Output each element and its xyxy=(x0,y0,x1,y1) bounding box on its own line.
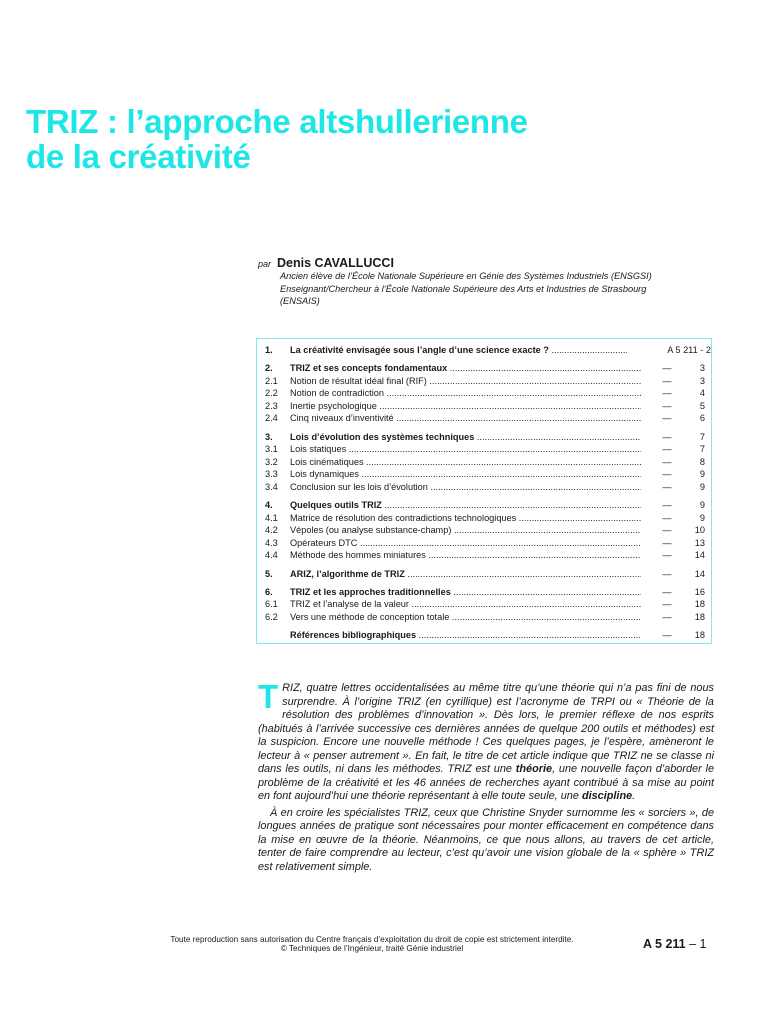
byline-par: par xyxy=(258,259,272,269)
toc-entry xyxy=(265,443,705,456)
toc-label: Lois cinématiques ..... xyxy=(290,456,641,469)
toc-number: 3. xyxy=(265,431,273,442)
toc-number: 6.2 xyxy=(265,611,278,622)
toc-entry xyxy=(265,481,705,494)
toc-label: Quelques outils TRIZ ..... xyxy=(290,499,641,512)
title-line-1: TRIZ : l’approche altshullerienne xyxy=(26,103,528,140)
toc-page: 7 xyxy=(699,444,705,455)
toc-ref: — xyxy=(662,363,672,374)
toc-number: 4.1 xyxy=(265,512,278,523)
toc-page: 18 xyxy=(694,629,705,640)
toc-ref: — xyxy=(662,586,672,597)
toc-page: 3 xyxy=(699,363,705,374)
toc-page: 9 xyxy=(699,512,705,523)
toc-label: Vers une méthode de conception totale ..... xyxy=(290,611,641,624)
toc-page: 6 xyxy=(699,413,705,424)
toc-entry xyxy=(265,468,705,481)
toc-entry xyxy=(265,375,705,388)
toc-page: 9 xyxy=(699,500,705,511)
toc-label: TRIZ et ses concepts fondamentaux ..... xyxy=(290,362,641,375)
toc-page: 16 xyxy=(694,586,705,597)
toc-ref: — xyxy=(662,413,672,424)
toc-page: 3 xyxy=(699,375,705,386)
toc-entry xyxy=(265,586,705,599)
toc-entry xyxy=(265,611,705,624)
toc-page: 5 xyxy=(699,400,705,411)
toc-entry xyxy=(265,524,705,537)
table-of-contents xyxy=(256,338,712,644)
author-name: Denis CAVALLUCCI xyxy=(277,256,394,270)
toc-ref: — xyxy=(662,375,672,386)
toc-label: Notion de résultat idéal final (RIF) ..... xyxy=(290,375,641,388)
toc-label: Lois statiques ..... xyxy=(290,443,641,456)
toc-label: Lois dynamiques ..... xyxy=(290,468,641,481)
toc-entry xyxy=(265,629,705,642)
toc-ref: — xyxy=(662,481,672,492)
page-reference xyxy=(643,937,707,951)
toc-ref: — xyxy=(662,456,672,467)
toc-ref: — xyxy=(662,500,672,511)
toc-entry xyxy=(265,456,705,469)
toc-ref: A 5 211 - 2 xyxy=(667,345,711,355)
toc-label: Matrice de résolution des contradictions technologiques ..... xyxy=(290,512,641,525)
toc-entry xyxy=(265,537,705,550)
toc-number: 4. xyxy=(265,500,273,511)
copyright-notice: Toute reproduction sans autorisation du Centre français d’exploitation du droit de copie est strictement interdite. © Techniques de l’Ingénieur, traité Génie industriel xyxy=(170,935,574,954)
toc-label: Méthode des hommes miniatures ..... xyxy=(290,549,641,562)
toc-number: 3.3 xyxy=(265,469,278,480)
toc-label: Vépoles (ou analyse substance-champ) ..... xyxy=(290,524,641,537)
article-code: A 5 211 xyxy=(643,937,686,951)
toc-number: 5. xyxy=(265,568,273,579)
toc-page: 9 xyxy=(699,469,705,480)
toc-number: 2. xyxy=(265,363,273,374)
toc-entry xyxy=(265,598,705,611)
toc-label: La créativité envisagée sous l’angle d’une science exacte ? ..... xyxy=(290,344,627,357)
toc-entry xyxy=(265,512,705,525)
toc-label: Cinq niveaux d’inventivité ..... xyxy=(290,412,641,425)
toc-page: 18 xyxy=(694,599,705,610)
toc-ref: — xyxy=(662,400,672,411)
toc-page: 7 xyxy=(699,431,705,442)
toc-label: Opérateurs DTC ..... xyxy=(290,537,641,550)
toc-ref: — xyxy=(662,469,672,480)
toc-entry xyxy=(265,362,705,375)
toc-ref: — xyxy=(662,537,672,548)
toc-number: 4.3 xyxy=(265,537,278,548)
byline xyxy=(258,256,394,270)
toc-label: TRIZ et les approches traditionnelles ..... xyxy=(290,586,641,599)
toc-ref: — xyxy=(662,431,672,442)
toc-page: 14 xyxy=(694,550,705,561)
toc-entry xyxy=(265,344,711,357)
toc-entry xyxy=(265,400,705,413)
toc-number: 3.4 xyxy=(265,481,278,492)
toc-entry xyxy=(265,412,705,425)
toc-ref: — xyxy=(662,611,672,622)
toc-number: 4.2 xyxy=(265,525,278,536)
toc-entry xyxy=(265,568,705,581)
toc-label: Références bibliographiques ..... xyxy=(290,629,641,642)
affiliation-line: (ENSAIS) xyxy=(280,296,320,306)
toc-page: 18 xyxy=(694,611,705,622)
toc-number: 2.1 xyxy=(265,375,278,386)
toc-page: 10 xyxy=(694,525,705,536)
emphasis-discipline: discipline xyxy=(581,790,633,802)
toc-ref: — xyxy=(662,444,672,455)
toc-label: Lois d’évolution des systèmes techniques ..... xyxy=(290,431,641,444)
toc-number: 4.4 xyxy=(265,550,278,561)
toc-number: 3.2 xyxy=(265,456,278,467)
article-body xyxy=(258,678,715,874)
toc-label: ARIZ, l’algorithme de TRIZ ..... xyxy=(290,568,641,581)
toc-label: Conclusion sur les lois d’évolution ..... xyxy=(290,481,641,494)
toc-page: 9 xyxy=(699,481,705,492)
drop-cap: T xyxy=(258,678,279,715)
page-number: – 1 xyxy=(685,937,707,951)
toc-number: 6.1 xyxy=(265,599,278,610)
toc-label: Inertie psychologique ..... xyxy=(290,400,641,413)
toc-entry xyxy=(265,499,705,512)
toc-number: 1. xyxy=(265,345,273,355)
toc-number: 2.4 xyxy=(265,413,278,424)
toc-page: 14 xyxy=(694,568,705,579)
toc-label: TRIZ et l’analyse de la valeur ..... xyxy=(290,598,641,611)
toc-number: 6. xyxy=(265,586,273,597)
intro-paragraph: TRIZ, quatre lettres occidentalisées au même titre qu’une théorie qui n’a pas fini de nous surprendre. À l’origine TRIZ (en cyrillique) est l’acronyme de TRPI ou « Théorie de la résolution des problèmes d’innovation ». Dès lors, le premier réflexe de nos esprits (habitués à l’arrivée successive ces dernières années de quelque 200 outils et méthodes) est la suspicion. Encore une nouvelle méthode ! Ces quelques pages, je l’espère, amèneront le lecteur à « penser autrement ». En fait, le titre de cet article indique que TRIZ ne se classe ni dans les outils, ni dans les méthodes. TRIZ est une théorie, une nouvelle façon d’aborder le problème de la créativité et les 46 années de recherches ayant contribué à sa mise au point en font aujourd’hui une théorie représentant à elle toute seule, une discipline. xyxy=(258,678,715,802)
toc-entry xyxy=(265,387,705,400)
toc-page: 13 xyxy=(694,537,705,548)
toc-ref: — xyxy=(662,599,672,610)
toc-ref: — xyxy=(662,629,672,640)
emphasis-theorie: théorie xyxy=(515,763,553,775)
toc-page: 4 xyxy=(699,388,705,399)
toc-page: 8 xyxy=(699,456,705,467)
toc-number: 3.1 xyxy=(265,444,278,455)
article-title xyxy=(26,104,746,174)
toc-entry xyxy=(265,431,705,444)
title-line-2: de la créativité xyxy=(26,138,251,175)
toc-ref: — xyxy=(662,388,672,399)
toc-number: 2.2 xyxy=(265,388,278,399)
second-paragraph: À en croire les spécialistes TRIZ, ceux que Christine Snyder surnomme les « sorciers », de longues années de pratique sont nécessaires pour monter efficacement en compétence dans la mise en œuvre de la théorie. Néanmoins, ce que nous allons, au travers de cet article, tenter de faire comprendre au lecteur, c’est qu’avoir une vision globale de la « sphère » TRIZ est relativement simple. xyxy=(258,806,714,873)
toc-ref: — xyxy=(662,568,672,579)
toc-entry xyxy=(265,549,705,562)
author-affiliations xyxy=(280,270,730,308)
affiliation-line: Ancien élève de l’École Nationale Supérieure en Génie des Systèmes Industriels (ENSGSI) xyxy=(280,271,652,281)
toc-ref: — xyxy=(662,525,672,536)
toc-ref: — xyxy=(662,512,672,523)
affiliation-line: Enseignant/Chercheur à l’École Nationale Supérieure des Arts et Industries de Strasbourg xyxy=(280,283,647,294)
toc-label: Notion de contradiction ..... xyxy=(290,387,641,400)
toc-number: 2.3 xyxy=(265,400,278,411)
toc-ref: — xyxy=(662,550,672,561)
